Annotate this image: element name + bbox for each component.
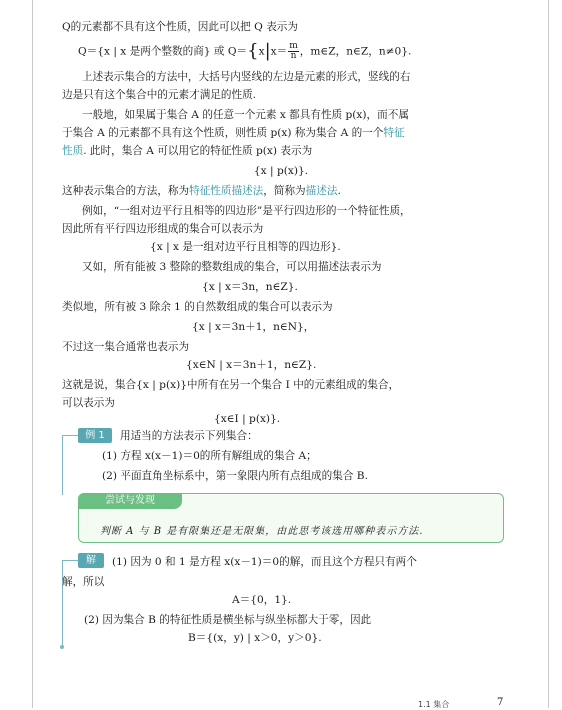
solution-badge: 解 [78, 553, 104, 568]
example-item-2: (2) 平面直角坐标系中，第一象限内所有点组成的集合 B. [102, 470, 368, 482]
set-q-cond-post: ，m∈Z，n∈Z，n≠0}. [299, 45, 412, 58]
solution-rule [62, 560, 78, 561]
page-number: 7 [497, 697, 504, 708]
set-q-definition [78, 42, 411, 61]
example-rule-vertical [62, 435, 63, 495]
try-discover-text: 判断 A 与 B 是有限集还是无限集，由此思考该选用哪种表示方法. [100, 526, 424, 537]
fraction-denominator: n [290, 51, 297, 61]
chapter-footer: 1.1 集合 [418, 700, 450, 709]
formula-line: {x∈I | p(x)}. [214, 413, 281, 425]
solution-formula: B＝{(x，y) | x＞0，y＞0}. [188, 632, 322, 644]
text-line: 上述表示集合的方法中，大括号内竖线的左边是元素的形式，竖线的右 [82, 71, 411, 83]
text-line: 例如，“一组对边平行且相等的四边形”是平行四边形的一个特征性质， [82, 205, 411, 217]
text-span: . [337, 185, 341, 197]
example-badge: 例 1 [78, 428, 112, 443]
text-line [62, 144, 312, 158]
text-line: Q的元素都不具有这个性质，因此可以把 Q 表示为 [62, 21, 298, 33]
example-rule [62, 435, 78, 436]
term-property: 性质 [62, 145, 84, 157]
solution-line: (1) 因为 0 和 1 是方程 x(x－1)＝0的解，而且这个方程只有两个 [112, 556, 417, 568]
text-line: 边是只有这个集合中的元素才满足的性质. [62, 89, 257, 101]
text-line: 不过这一集合通常也表示为 [62, 341, 190, 353]
example-item-1: (1) 方程 x(x－1)＝0的所有解组成的集合 A； [102, 450, 317, 462]
set-q-var: x [258, 45, 265, 58]
formula-line: {x | x＝3n＋1，n∈N}， [192, 321, 315, 333]
example-prompt: 用适当的方法表示下列集合： [120, 430, 258, 442]
text-span: . 此时，集合 A 可以用它的特征性质 p(x) 表示为 [83, 145, 313, 157]
term-characteristic: 特征 [383, 127, 405, 139]
solution-rule-vertical [62, 560, 63, 646]
text-line [62, 126, 405, 140]
text-span: 这种表示集合的方法，称为 [62, 185, 190, 197]
brace-open: { [247, 40, 259, 62]
text-line: 类似地，所有被 3 除余 1 的自然数组成的集合可以表示为 [62, 301, 333, 313]
set-q-quotient: Q＝{x | x 是两个整数的商} 或 Q＝ [78, 45, 248, 58]
formula-line: {x | x 是一组对边平行且相等的四边形}. [150, 241, 341, 253]
bar: | [264, 40, 271, 62]
fraction-numerator: m [289, 41, 298, 51]
solution-formula: A＝{0，1}. [232, 594, 292, 606]
solution-rule-end [60, 645, 64, 649]
term-characteristic-description: 特征性质描述法 [189, 185, 264, 197]
text-line: 又如，所有能被 3 整除的整数组成的集合，可以用描述法表示为 [82, 261, 382, 273]
term-description-method: 描述法 [305, 185, 338, 197]
fraction-m-over-n [288, 42, 299, 61]
try-discover-title: 尝试与发现 [78, 493, 182, 509]
text-line: 一般地，如果属于集合 A 的任意一个元素 x 都具有性质 p(x)，而不属 [82, 109, 409, 121]
formula-line: {x | p(x)}. [253, 165, 309, 177]
solution-line: 解，所以 [62, 576, 105, 588]
text-span: 于集合 A 的元素都不具有这个性质，则性质 p(x) 称为集合 A 的一个 [62, 127, 384, 139]
text-span: ，简称为 [263, 185, 306, 197]
text-line [62, 184, 341, 198]
text-line: 因此所有平行四边形组成的集合可以表示为 [62, 223, 264, 235]
text-line: 这就是说，集合{x | p(x)}中所有在另一个集合 I 中的元素组成的集合， [62, 379, 400, 391]
text-line: 可以表示为 [62, 397, 115, 409]
formula-line: {x | x＝3n，n∈Z}. [202, 281, 298, 293]
set-q-cond-pre: x＝ [270, 45, 288, 58]
solution-line: (2) 因为集合 B 的特征性质是横坐标与纵坐标都大于零，因此 [84, 614, 372, 626]
formula-line: {x∈N | x＝3n＋1，n∈Z}. [186, 359, 317, 371]
